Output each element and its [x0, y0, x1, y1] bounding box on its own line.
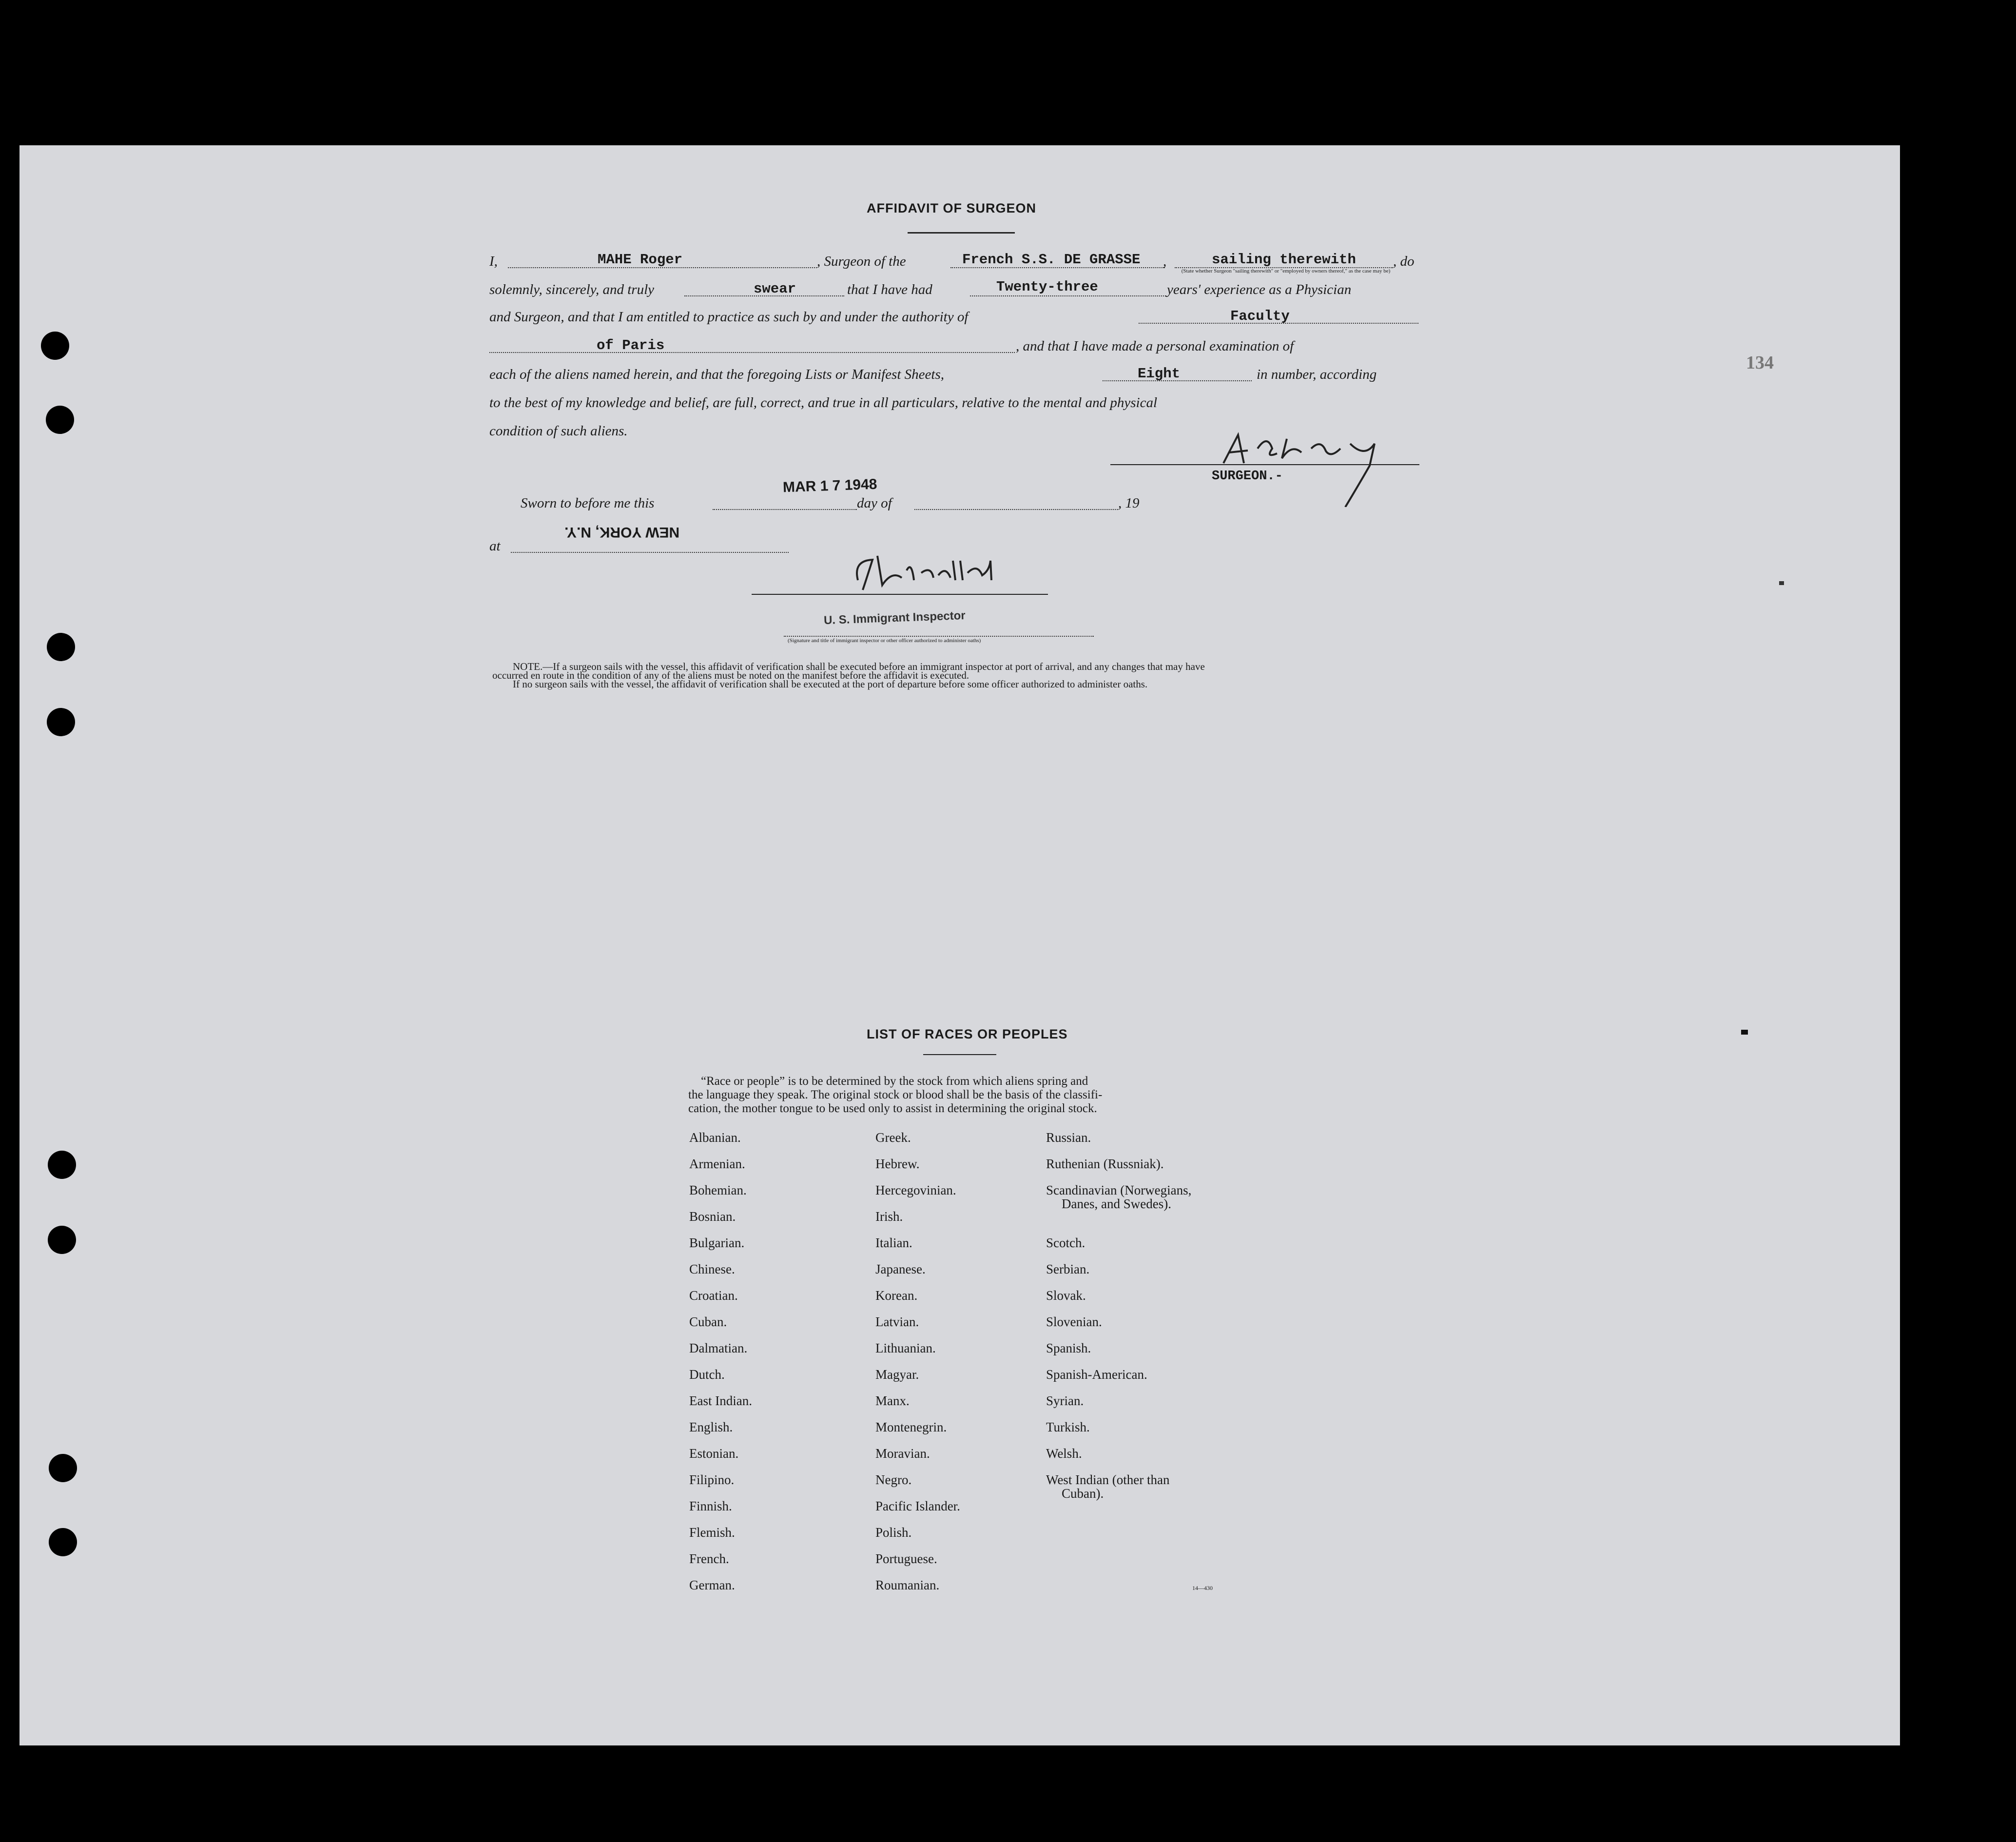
form-number: 14—430 — [1192, 1585, 1213, 1591]
fill-line — [713, 509, 857, 510]
intro-line: the language they speak. The original stock or blood shall be the basis of the classifi- — [688, 1088, 1103, 1101]
surgeon-signature — [1219, 429, 1433, 507]
fill-line — [511, 552, 789, 553]
authority-line2: of Paris — [597, 337, 665, 353]
affidavit-text: at — [489, 538, 501, 554]
inspector-signature-line — [752, 594, 1048, 595]
race-item: Syrian. — [1046, 1393, 1084, 1408]
fill-line — [784, 636, 1094, 637]
race-item: Bulgarian. — [689, 1235, 745, 1250]
race-item: Irish. — [875, 1209, 903, 1224]
inspector-note: (Signature and title of immigrant inspector or other officer authorized to administer oaths) — [788, 638, 981, 644]
sailing-note: (State whether Surgeon "sailing therewith" or "employed by owners thereof," as the case may be) — [1181, 268, 1391, 274]
binder-hole — [49, 1454, 77, 1482]
races-column-3 — [1046, 1124, 1191, 1500]
race-item-line: Scandinavian (Norwegians, — [1046, 1183, 1192, 1197]
affidavit-title: AFFIDAVIT OF SURGEON — [867, 201, 1036, 216]
race-item: Latvian. — [875, 1314, 919, 1329]
race-item: Scotch. — [1046, 1235, 1086, 1250]
race-item: Italian. — [875, 1235, 912, 1250]
race-item: Hercegovinian. — [875, 1183, 956, 1197]
binder-hole — [48, 1226, 76, 1254]
race-item: Bohemian. — [689, 1183, 747, 1197]
race-item: Slovak. — [1046, 1288, 1086, 1303]
race-item: Croatian. — [689, 1288, 738, 1303]
affidavit-text: condition of such aliens. — [489, 423, 628, 439]
title-underline — [908, 232, 1015, 234]
race-item: Hebrew. — [875, 1156, 920, 1171]
race-item: Portuguese. — [875, 1551, 937, 1566]
race-item-multiline — [1046, 1177, 1191, 1230]
races-title-underline — [923, 1054, 996, 1055]
affidavit-text: that I have had — [847, 282, 932, 297]
affidavit-text: , Surgeon of the — [817, 254, 906, 269]
ship-name: French S.S. DE GRASSE — [962, 252, 1141, 268]
note-line: NOTE.—If a surgeon sails with the vessel, this affidavit of verification shall be executed before an immigrant inspector at port of arrival, and any changes that may have — [513, 661, 1205, 672]
scan-mark — [1741, 1030, 1748, 1035]
race-item-line: West Indian (other than — [1046, 1472, 1170, 1487]
inspector-signature — [848, 551, 994, 595]
binder-hole — [49, 1528, 77, 1556]
race-item: Armenian. — [689, 1156, 745, 1171]
sheet-count: Eight — [1138, 366, 1181, 382]
race-item: Spanish. — [1046, 1341, 1091, 1355]
intro-line: cation, the mother tongue to be used only to assist in determining the original stock. — [688, 1102, 1097, 1115]
inspector-title: U. S. Immigrant Inspector — [823, 608, 966, 627]
surgeon-signature-line — [1110, 464, 1419, 465]
affidavit-text: and Surgeon, and that I am entitled to practice as such by and under the authority of — [489, 309, 969, 325]
intro-line: “Race or people” is to be determined by the stock from which aliens spring and — [701, 1075, 1088, 1088]
authority-line1: Faculty — [1230, 308, 1290, 324]
races-intro — [688, 1075, 1102, 1116]
race-item-multiline — [1046, 1467, 1191, 1500]
page-number: 134 — [1746, 353, 1774, 373]
race-item: Flemish. — [689, 1525, 735, 1540]
date-stamp: MAR 1 7 1948 — [782, 476, 877, 496]
affidavit-text: , do — [1393, 254, 1415, 269]
note-line: If no surgeon sails with the vessel, the affidavit of verification shall be executed at the port of departure before some officer authorized to administer oaths. — [513, 678, 1148, 690]
race-item: East Indian. — [689, 1393, 752, 1408]
race-item: Spanish-American. — [1046, 1367, 1147, 1382]
affidavit-text: , and that I have made a personal examination of — [1016, 338, 1294, 354]
race-item: Negro. — [875, 1472, 912, 1487]
race-item: Chinese. — [689, 1262, 735, 1276]
binder-hole — [47, 708, 75, 736]
affidavit-text: I, — [489, 254, 498, 269]
fill-line — [489, 352, 1015, 353]
sailing-status: sailing therewith — [1212, 252, 1356, 268]
surgeon-label: SURGEON.- — [1212, 469, 1283, 484]
scan-mark — [1779, 581, 1784, 585]
race-item: Polish. — [875, 1525, 912, 1540]
fill-line — [914, 509, 1118, 510]
race-item: Cuban. — [689, 1314, 727, 1329]
race-item: Manx. — [875, 1393, 910, 1408]
affidavit-text: , — [1163, 254, 1167, 269]
race-item: Roumanian. — [875, 1578, 940, 1592]
affidavit-text: , 19 — [1118, 495, 1140, 511]
race-item: Serbian. — [1046, 1262, 1090, 1276]
races-title: LIST OF RACES OR PEOPLES — [867, 1027, 1068, 1041]
affidavit-text: in number, according — [1257, 367, 1377, 382]
affidavit-text: to the best of my knowledge and belief, are full, correct, and true in all particulars, relative to the mental and physical — [489, 395, 1158, 411]
race-item: Dutch. — [689, 1367, 725, 1382]
affidavit-text: day of — [857, 495, 892, 511]
affidavit-text: Sworn to before me this — [521, 495, 655, 511]
affidavit-text: solemnly, sincerely, and truly — [489, 282, 655, 297]
races-column-1 — [689, 1124, 752, 1598]
race-item: Korean. — [875, 1288, 918, 1303]
race-item: Filipino. — [689, 1472, 735, 1487]
race-item-line: Cuban). — [1062, 1486, 1104, 1501]
race-item: Lithuanian. — [875, 1341, 936, 1355]
note-line: occurred en route in the condition of any of the aliens must be noted on the manifest before the affidavit is executed. — [492, 669, 969, 681]
races-column-2 — [875, 1124, 960, 1598]
binder-hole — [46, 406, 74, 434]
affidavit-text: each of the aliens named herein, and that the foregoing Lists or Manifest Sheets, — [489, 367, 944, 382]
race-item-line: Danes, and Swedes). — [1062, 1196, 1171, 1211]
race-item: Slovenian. — [1046, 1314, 1102, 1329]
race-item: Japanese. — [875, 1262, 926, 1276]
oath-type: swear — [754, 281, 796, 297]
race-item: Montenegrin. — [875, 1420, 947, 1434]
race-item: Welsh. — [1046, 1446, 1082, 1461]
race-item: Ruthenian (Russniak). — [1046, 1156, 1164, 1171]
affidavit-text: years' experience as a Physician — [1167, 282, 1352, 297]
race-item: English. — [689, 1420, 733, 1434]
race-item: Dalmatian. — [689, 1341, 748, 1355]
race-item: Pacific Islander. — [875, 1499, 960, 1513]
binder-hole — [47, 633, 75, 661]
race-item: Moravian. — [875, 1446, 930, 1461]
years-experience: Twenty-three — [996, 279, 1098, 295]
race-item: Turkish. — [1046, 1420, 1090, 1434]
binder-hole — [41, 332, 69, 360]
place-stamp: NEW YORK, N.Y. — [564, 524, 680, 540]
race-item: Estonian. — [689, 1446, 739, 1461]
race-item: Magyar. — [875, 1367, 919, 1382]
race-item: Russian. — [1046, 1130, 1091, 1145]
race-item: Finnish. — [689, 1499, 732, 1513]
binder-hole — [48, 1151, 76, 1179]
race-item: Bosnian. — [689, 1209, 736, 1224]
race-item: Greek. — [875, 1130, 911, 1145]
fill-line — [970, 295, 1166, 296]
race-item: French. — [689, 1551, 729, 1566]
race-item: German. — [689, 1578, 735, 1592]
surgeon-name: MAHE Roger — [598, 252, 683, 268]
race-item: Albanian. — [689, 1130, 741, 1145]
